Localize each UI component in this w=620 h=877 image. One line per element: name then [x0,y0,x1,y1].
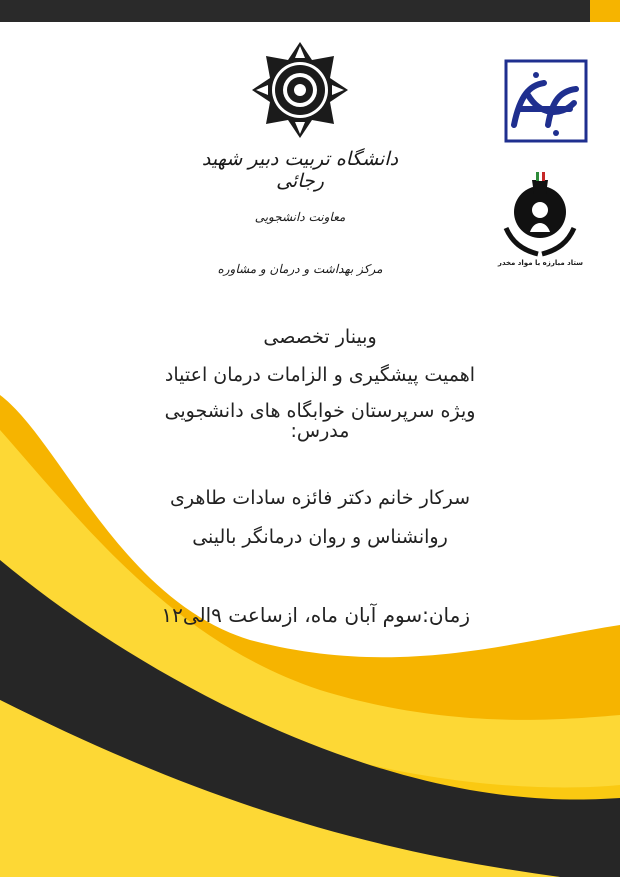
deputy-office: معاونت دانشجویی [254,210,346,224]
webinar-audience: ویژه سرپرستان خوابگاه های دانشجویی [164,400,476,422]
drug-control-caption: ستاد مبارزه با مواد مخدر [497,259,584,267]
webinar-time: زمان:سوم آبان ماه، ازساعت ۹الی۱۲ [161,603,470,627]
student-affairs-logo-icon [500,55,592,147]
webinar-topic: اهمیت پیشگیری و الزامات درمان اعتیاد [164,364,476,386]
lecturer-name: سرکار خانم دکتر فائزه سادات طاهری [169,487,471,509]
drug-control-emblem-icon [492,170,589,258]
webinar-title: وبینار تخصصی [263,326,377,348]
lecturer-label-text: مدرس: [290,420,350,442]
lecturer-role: روانشناس و روان درمانگر بالینی [192,526,448,548]
health-center-name: مرکز بهداشت و درمان و مشاوره [217,262,383,276]
university-emblem-icon [245,40,355,140]
university-name: دانشگاه تربیت دبیر شهید رجائی [201,148,399,192]
